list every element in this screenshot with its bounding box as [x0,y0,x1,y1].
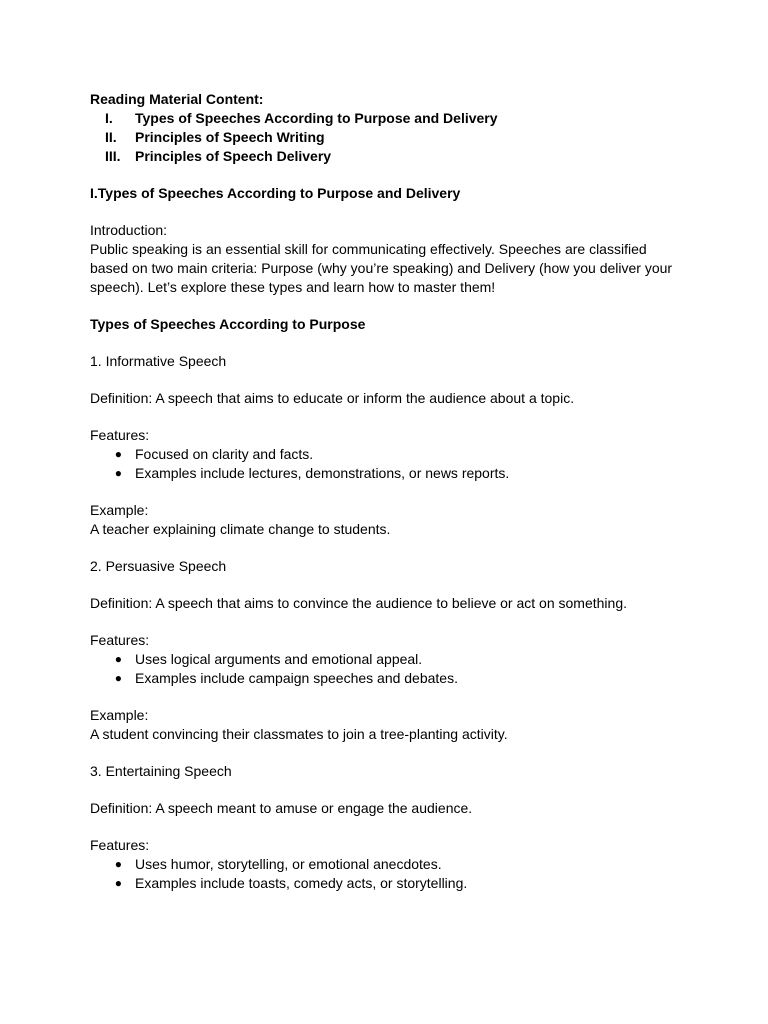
feature-text: Examples include toasts, comedy acts, or storytelling. [135,875,468,891]
toc-text: Types of Speeches According to Purpose and Delivery [135,110,498,126]
toc-item [90,128,680,147]
toc-text: Principles of Speech Writing [135,129,325,145]
speech-title: 1. Informative Speech [90,353,227,369]
example-label: Example: [90,502,149,518]
document-content [90,90,680,893]
bullet-icon: ● [114,857,122,871]
bullet-icon: ● [114,671,122,685]
section-heading: I.Types of Speeches According to Purpose and Delivery [90,185,461,201]
bullet-icon: ● [114,466,122,480]
example-label: Example: [90,707,149,723]
feature-text: Uses logical arguments and emotional appeal. [135,651,423,667]
toc-number: II. [105,129,117,145]
feature-text: Focused on clarity and facts. [135,446,314,462]
speech-title: 2. Persuasive Speech [90,558,227,574]
features-label: Features: [90,427,150,443]
table-of-contents [90,109,680,166]
features-label: Features: [90,632,150,648]
features-list [90,650,680,688]
reading-heading: Reading Material Content: [90,91,264,107]
list-item [90,464,680,483]
bullet-icon: ● [114,447,122,461]
feature-text: Uses humor, storytelling, or emotional anecdotes. [135,856,442,872]
toc-text: Principles of Speech Delivery [135,148,332,164]
intro-label: Introduction: [90,222,168,238]
purpose-heading: Types of Speeches According to Purpose [90,316,366,332]
bullet-icon: ● [114,876,122,890]
list-item [90,874,680,893]
features-list [90,855,680,893]
toc-item [90,147,680,166]
list-item [90,445,680,464]
features-list [90,445,680,483]
toc-number: I. [105,110,113,126]
speech-title: 3. Entertaining Speech [90,763,232,779]
list-item [90,669,680,688]
example-text: A student convincing their classmates to join a tree-planting activity. [90,726,508,742]
speech-definition: Definition: A speech that aims to convince the audience to believe or act on something. [90,595,627,611]
bullet-icon: ● [114,652,122,666]
example-text: A teacher explaining climate change to students. [90,521,391,537]
speech-definition: Definition: A speech that aims to educate or inform the audience about a topic. [90,390,575,406]
list-item [90,650,680,669]
features-label: Features: [90,837,150,853]
speech-definition: Definition: A speech meant to amuse or engage the audience. [90,800,473,816]
feature-text: Examples include campaign speeches and debates. [135,670,458,686]
feature-text: Examples include lectures, demonstrations, or news reports. [135,465,510,481]
intro-text: Public speaking is an essential skill for communicating effectively. Speeches are classified based on two main criteria: Purpose (why you’re speaking) and Delivery (how you deliver your speech). Let’s explore these types and learn how to master them! [90,241,673,295]
toc-item [90,109,680,128]
toc-number: III. [105,148,121,164]
list-item [90,855,680,874]
